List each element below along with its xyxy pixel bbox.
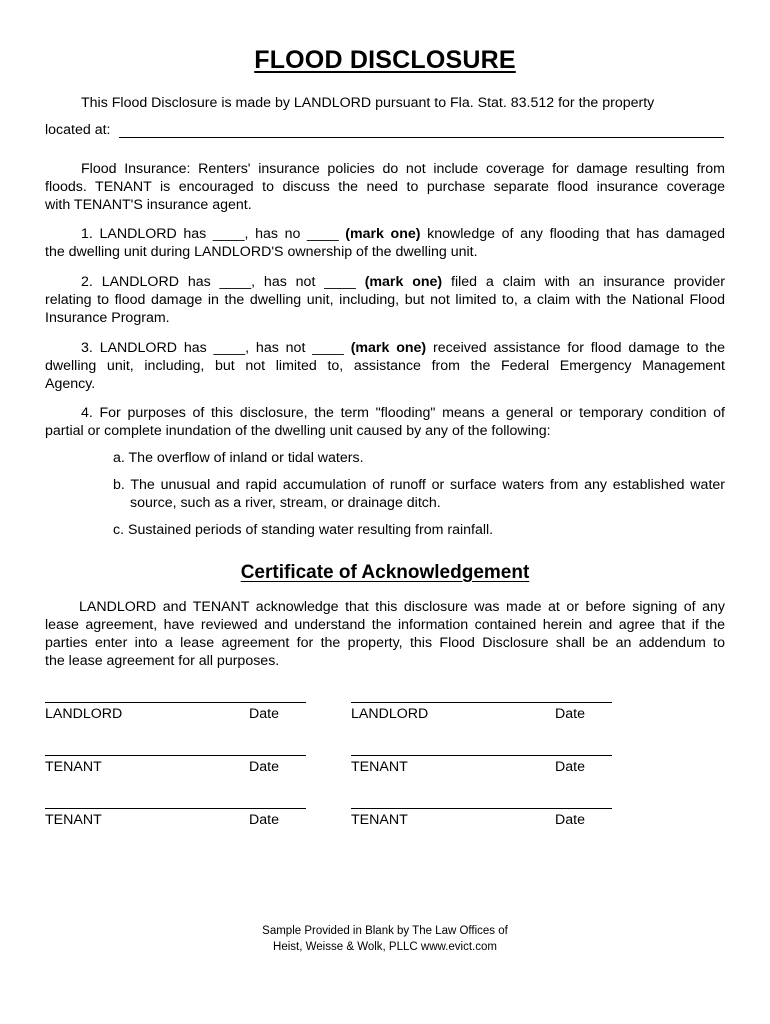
paragraph-line: floods. TENANT is encouraged to discuss the need to purchase separate flood insurance coverage — [45, 179, 725, 195]
footer-line: Heist, Weisse & Wolk, PLLC www.evict.com — [273, 941, 497, 953]
paragraph-line: parties enter into a lease agreement for the property, this Flood Disclosure shall be an addendum to — [45, 635, 725, 651]
paragraph-line: 2. LANDLORD has ____, has not ____ (mark one) filed a claim with an insurance provider — [81, 274, 725, 290]
mark-one-label: (mark one) — [345, 226, 421, 242]
signature-label: TENANT — [45, 812, 102, 828]
paragraph-line: 1. LANDLORD has ____, has no ____ (mark one) knowledge of any flooding that has damaged — [81, 226, 725, 242]
paragraph-line: dwelling unit, including, but not limited to, assistance from the Federal Emergency Management — [45, 358, 725, 374]
date-label: Date — [555, 812, 585, 828]
paragraph-line: LANDLORD and TENANT acknowledge that this disclosure was made at or before signing of any — [79, 599, 725, 615]
signature-label: TENANT — [351, 812, 408, 828]
flood-insurance-paragraph — [45, 160, 725, 214]
certificate-paragraph — [45, 598, 725, 670]
paragraph-line: the dwelling unit during LANDLORD'S ownership of the dwelling unit. — [45, 244, 478, 260]
paragraph-line: relating to flood damage in the dwelling unit, including, but not limited to, a claim with the National Flood — [45, 292, 725, 308]
signature-label: LANDLORD — [45, 706, 123, 722]
list-item-b: b. The unusual and rapid accumulation of runoff or surface waters from any established water — [113, 477, 725, 493]
date-label: Date — [249, 759, 279, 775]
paragraph-line: lease agreement, have reviewed and understand the information contained herein and agree that if the — [45, 617, 725, 633]
date-label: Date — [249, 706, 279, 722]
list-item-a: a. The overflow of inland or tidal waters. — [113, 450, 364, 466]
disclosure-item-3 — [45, 339, 725, 393]
page-title: FLOOD DISCLOSURE — [254, 46, 516, 74]
date-label: Date — [555, 759, 585, 775]
tenant-signature-line-left-2[interactable] — [45, 808, 306, 809]
disclosure-item-2 — [45, 273, 725, 327]
landlord-signature-line-left[interactable] — [45, 702, 306, 703]
paragraph-line: Agency. — [45, 376, 96, 392]
date-label: Date — [249, 812, 279, 828]
footer-line: Sample Provided in Blank by The Law Offices of — [262, 925, 508, 937]
intro-text: This Flood Disclosure is made by LANDLORD pursuant to Fla. Stat. 83.512 for the property — [81, 95, 655, 111]
paragraph-line: with TENANT'S insurance agent. — [45, 197, 252, 213]
paragraph-line: 4. For purposes of this disclosure, the term "flooding" means a general or temporary condition of — [81, 405, 725, 421]
signature-label: LANDLORD — [351, 706, 429, 722]
list-item-b-continued: source, such as a river, stream, or drainage ditch. — [130, 495, 441, 511]
tenant-signature-line-right-2[interactable] — [351, 808, 612, 809]
paragraph-line: 3. LANDLORD has ____, has not ____ (mark one) received assistance for flood damage to the — [81, 340, 725, 356]
mark-one-label: (mark one) — [364, 274, 443, 290]
tenant-signature-line-left[interactable] — [45, 755, 306, 756]
disclosure-item-4 — [45, 404, 725, 440]
paragraph-line: partial or complete inundation of the dwelling unit caused by any of the following: — [45, 423, 551, 439]
paragraph-line: the lease agreement for all purposes. — [45, 653, 280, 669]
list-item-c: c. Sustained periods of standing water resulting from rainfall. — [113, 522, 494, 538]
mark-one-label: (mark one) — [350, 340, 427, 356]
landlord-signature-line-right[interactable] — [351, 702, 612, 703]
signature-label: TENANT — [45, 759, 102, 775]
paragraph-line: Insurance Program. — [45, 310, 170, 326]
property-address-blank[interactable] — [119, 137, 724, 138]
footer-credit — [0, 923, 770, 955]
disclosure-item-1 — [45, 225, 725, 261]
certificate-title: Certificate of Acknowledgement — [240, 562, 530, 583]
signature-label: TENANT — [351, 759, 408, 775]
located-at-label: located at: — [45, 122, 111, 138]
tenant-signature-line-right[interactable] — [351, 755, 612, 756]
date-label: Date — [555, 706, 585, 722]
paragraph-line: Flood Insurance: Renters' insurance policies do not include coverage for damage resulting from — [81, 161, 725, 177]
